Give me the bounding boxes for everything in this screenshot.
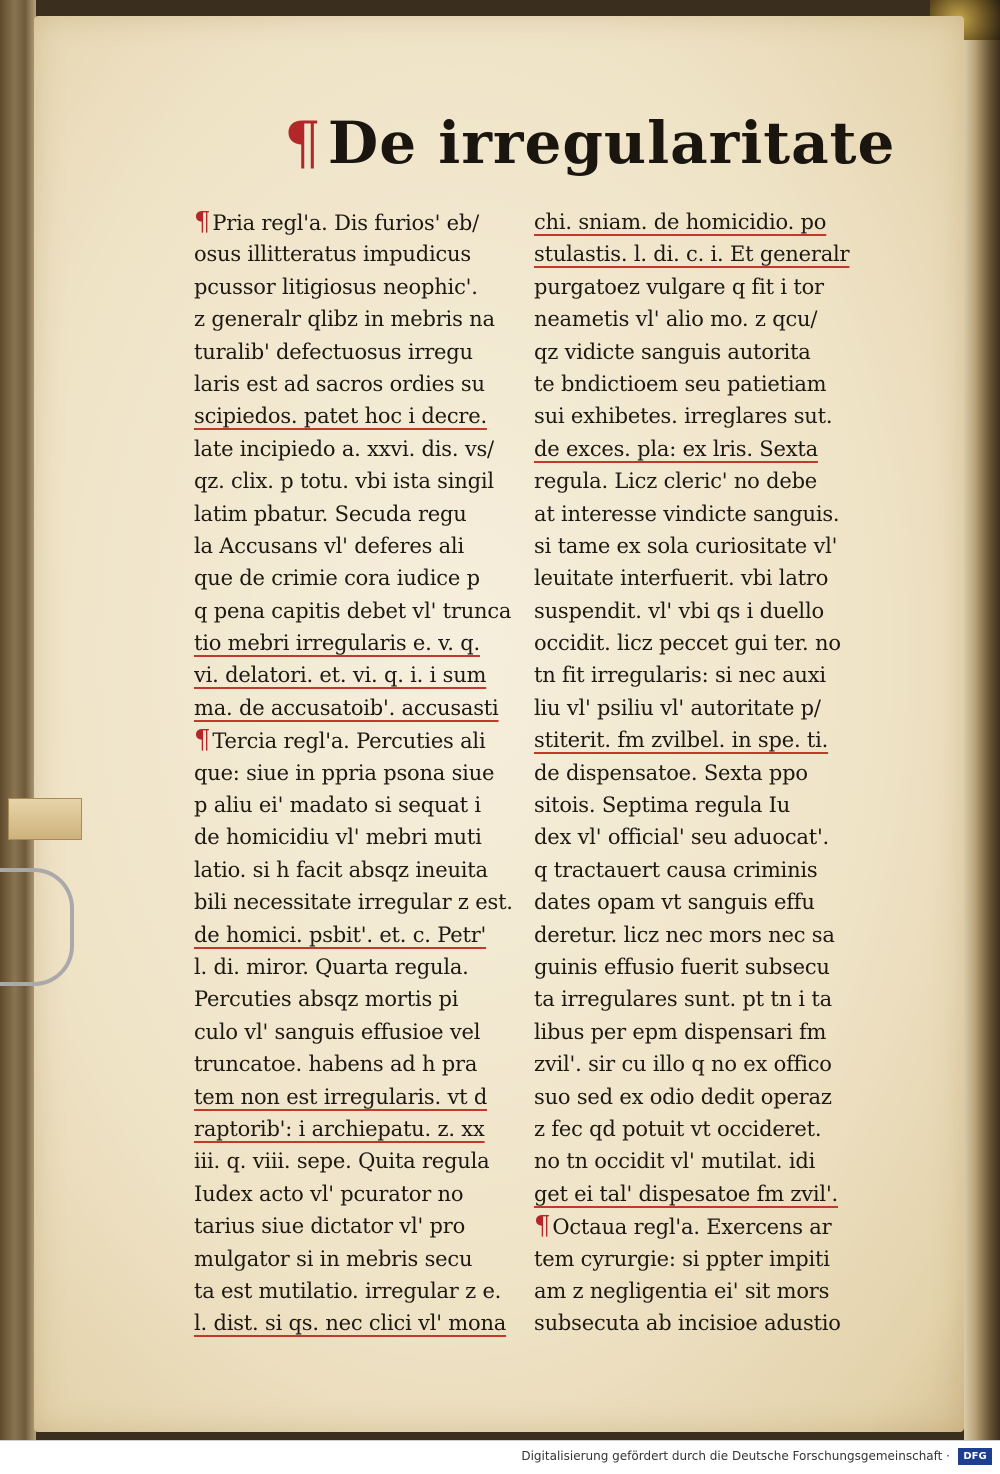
text-line-content: truncatoe. habens ad h pra [194,1052,478,1077]
text-line [194,1048,534,1080]
text-line [534,336,874,368]
text-line [534,692,874,724]
text-line-content: de dispensatoe. Sexta ppo [534,760,808,785]
text-line [534,854,874,886]
text-line [194,562,534,594]
text-line [194,465,534,497]
text-line [194,271,534,303]
text-line [194,1275,534,1307]
text-line [534,724,874,756]
rubric-mark-icon: ¶ [284,109,322,177]
text-line [534,1081,874,1113]
text-line [194,498,534,530]
text-line [534,1210,874,1242]
text-line-content: si tame ex sola curiositate vl' [534,533,838,558]
text-line-content: z generalr qlibz in mebris na [194,307,495,332]
text-line-content: te bndictioem seu patietiam [534,371,827,396]
text-line [194,659,534,691]
text-line [194,692,534,724]
text-line [534,465,874,497]
text-line-content: late incipiedo a. xxvi. dis. vs/ [194,436,494,461]
text-line [194,1081,534,1113]
text-line [194,238,534,270]
text-line-content: at interesse vindicte sanguis. [534,501,840,526]
text-line [194,1307,534,1339]
text-line-content: Octaua regl'a. Exercens ar [552,1215,832,1240]
text-line-content: am z negligentia ei' sit mors [534,1278,830,1303]
book-left-edge [0,0,36,1440]
text-line [194,1016,534,1048]
text-line-content: Tercia regl'a. Percuties ali [212,729,486,754]
text-line-content: mulgator si in mebris secu [194,1246,473,1271]
text-line [534,1113,874,1145]
text-line [194,400,534,432]
text-line [534,238,874,270]
text-line-content: z fec qd potuit vt occideret. [534,1116,822,1141]
text-line [194,433,534,465]
left-text-column [194,206,534,1340]
text-line-content: dex vl' official' seu aduocat'. [534,825,829,850]
text-line-content: q tractauert causa criminis [534,857,818,882]
text-line-content: osus illitteratus impudicus [194,242,471,267]
text-line [534,595,874,627]
rubric-mark-icon: ¶ [194,207,211,237]
text-line-content: scipiedos. patet hoc i decre. [194,404,487,429]
footer-credit: Digitalisierung gefördert durch die Deutsche Forschungsgemeinschaft · [521,1449,950,1463]
text-line-content: raptorib': i archiepatu. z. xx [194,1116,485,1141]
text-line-content: de homicidiu vl' mebri muti [194,825,482,850]
text-line [194,821,534,853]
text-line [534,400,874,432]
text-line-content: p aliu ei' madato si sequat i [194,793,481,818]
text-line [534,562,874,594]
text-line [194,1178,534,1210]
rubric-mark-icon: ¶ [534,1211,551,1242]
text-line-content: de exces. pla: ex lris. Sexta [534,436,818,461]
text-line-content: neametis vl' alio mo. z qcu/ [534,307,818,332]
text-line [534,1145,874,1177]
text-line [534,530,874,562]
text-line-content: qz vidicte sanguis autorita [534,339,811,364]
text-line [194,1113,534,1145]
text-line-content: deretur. licz nec mors nec sa [534,922,835,947]
text-line [194,886,534,918]
text-line-content: la Accusans vl' deferes ali [194,533,464,558]
text-line-content: get ei tal' dispesatoe fm zvil'. [534,1181,838,1206]
text-line [194,530,534,562]
right-text-column [534,206,874,1340]
text-line-content: dates opam vt sanguis effu [534,890,815,915]
text-line-content: laris est ad sacros ordies su [194,371,485,396]
rubric-mark-icon: ¶ [194,725,211,756]
text-line [534,659,874,691]
text-line-content: Iudex acto vl' pcurator no [194,1181,464,1206]
text-line-content: purgatoez vulgare q fit i tor [534,274,824,299]
text-line-content: que: siue in ppria psona siue [194,760,495,785]
text-line-content: ta est mutilatio. irregular z e. [194,1278,502,1303]
text-line [194,1210,534,1242]
page-leaf [34,16,964,1432]
text-line [534,886,874,918]
text-line-content: libus per epm dispensari fm [534,1019,827,1044]
text-line-content: iii. q. viii. sepe. Quita regula [194,1149,490,1174]
page-title: ¶ De irregularitate [284,109,896,177]
text-line [194,368,534,400]
text-line-content: l. dist. si qs. nec clici vl' mona [194,1311,507,1336]
text-line-content: suspendit. vl' vbi qs i duello [534,598,824,623]
text-line-content: occidit. licz peccet gui ter. no [534,631,841,656]
text-line-content: turalib' defectuosus irregu [194,339,473,364]
text-line-content: l. di. miror. Quarta regula. [194,954,469,979]
text-line [194,206,534,238]
text-line [534,1243,874,1275]
text-line [534,789,874,821]
text-line [534,1016,874,1048]
text-line [534,1178,874,1210]
text-line-content: que de crimie cora iudice p [194,566,480,591]
text-line [194,983,534,1015]
text-line-content: q pena capitis debet vl' trunca [194,598,512,623]
text-line-content: leuitate interfuerit. vbi latro [534,566,829,591]
text-line [534,498,874,530]
text-line [534,1275,874,1307]
text-line [194,951,534,983]
paper-tab [8,798,82,840]
text-line-content: tn fit irregularis: si nec auxi [534,663,826,688]
text-line-content: stiterit. fm zvilbel. in spe. ti. [534,728,829,753]
text-line-content: latim pbatur. Secuda regu [194,501,467,526]
text-line [194,789,534,821]
text-line-content: de homici. psbit'. et. c. Petr' [194,922,487,947]
text-line [534,919,874,951]
text-line [534,271,874,303]
text-line-content: tem cyrurgie: si ppter impiti [534,1246,830,1271]
text-line-content: chi. sniam. de homicidio. po [534,210,827,234]
text-line [534,433,874,465]
text-line-content: tem non est irregularis. vt d [194,1084,488,1109]
text-line [534,303,874,335]
text-line-content: qz. clix. p totu. vbi ista singil [194,469,494,494]
text-line-content: suo sed ex odio dedit operaz [534,1084,832,1109]
text-line [194,1243,534,1275]
footer-bar [0,1440,1000,1474]
text-line-content: guinis effusio fuerit subsecu [534,954,830,979]
text-line [194,1145,534,1177]
text-line [194,627,534,659]
text-line-content: pcussor litigiosus neophic'. [194,274,478,299]
text-line [194,303,534,335]
text-line [194,724,534,756]
text-line-content: zvil'. sir cu illo q no ex offico [534,1052,832,1077]
text-line [534,1048,874,1080]
text-line-content: tio mebri irregularis e. v. q. [194,631,480,656]
text-line-content: regula. Licz cleric' no debe [534,469,818,494]
text-line-content: subsecuta ab incisioe adustio [534,1311,841,1336]
text-line [534,627,874,659]
text-line [194,919,534,951]
text-line-content: sitois. Septima regula Iu [534,793,791,818]
text-line [194,854,534,886]
text-line [194,757,534,789]
text-line-content: ta irregulares sunt. pt tn i ta [534,987,832,1012]
text-line [194,595,534,627]
text-line-content: latio. si h facit absqz ineuita [194,857,488,882]
text-line-content: liu vl' psiliu vl' autoritate p/ [534,695,821,720]
text-line [534,951,874,983]
dfg-logo: DFG [958,1448,992,1465]
text-line-content: sui exhibetes. irreglares sut. [534,404,833,429]
text-line [534,983,874,1015]
text-line-content: Pria regl'a. Dis furios' eb/ [212,211,479,235]
text-line-content: stulastis. l. di. c. i. Et generalr [534,242,850,267]
text-line [534,821,874,853]
text-line-content: ma. de accusatoib'. accusasti [194,695,499,720]
text-line-content: Percuties absqz mortis pi [194,987,459,1012]
text-line [534,757,874,789]
paper-clip-icon [0,868,74,986]
text-line [534,368,874,400]
text-line-content: tarius siue dictator vl' pro [194,1214,466,1239]
text-line [534,1307,874,1339]
text-line [534,206,874,238]
text-line [194,336,534,368]
book-spine [964,0,1000,1440]
text-line-content: vi. delatori. et. vi. q. i. i sum [194,663,487,688]
text-line-content: bili necessitate irregular z est. [194,890,513,915]
text-line-content: no tn occidit vl' mutilat. idi [534,1149,816,1174]
text-line-content: culo vl' sanguis effusioe vel [194,1019,481,1044]
